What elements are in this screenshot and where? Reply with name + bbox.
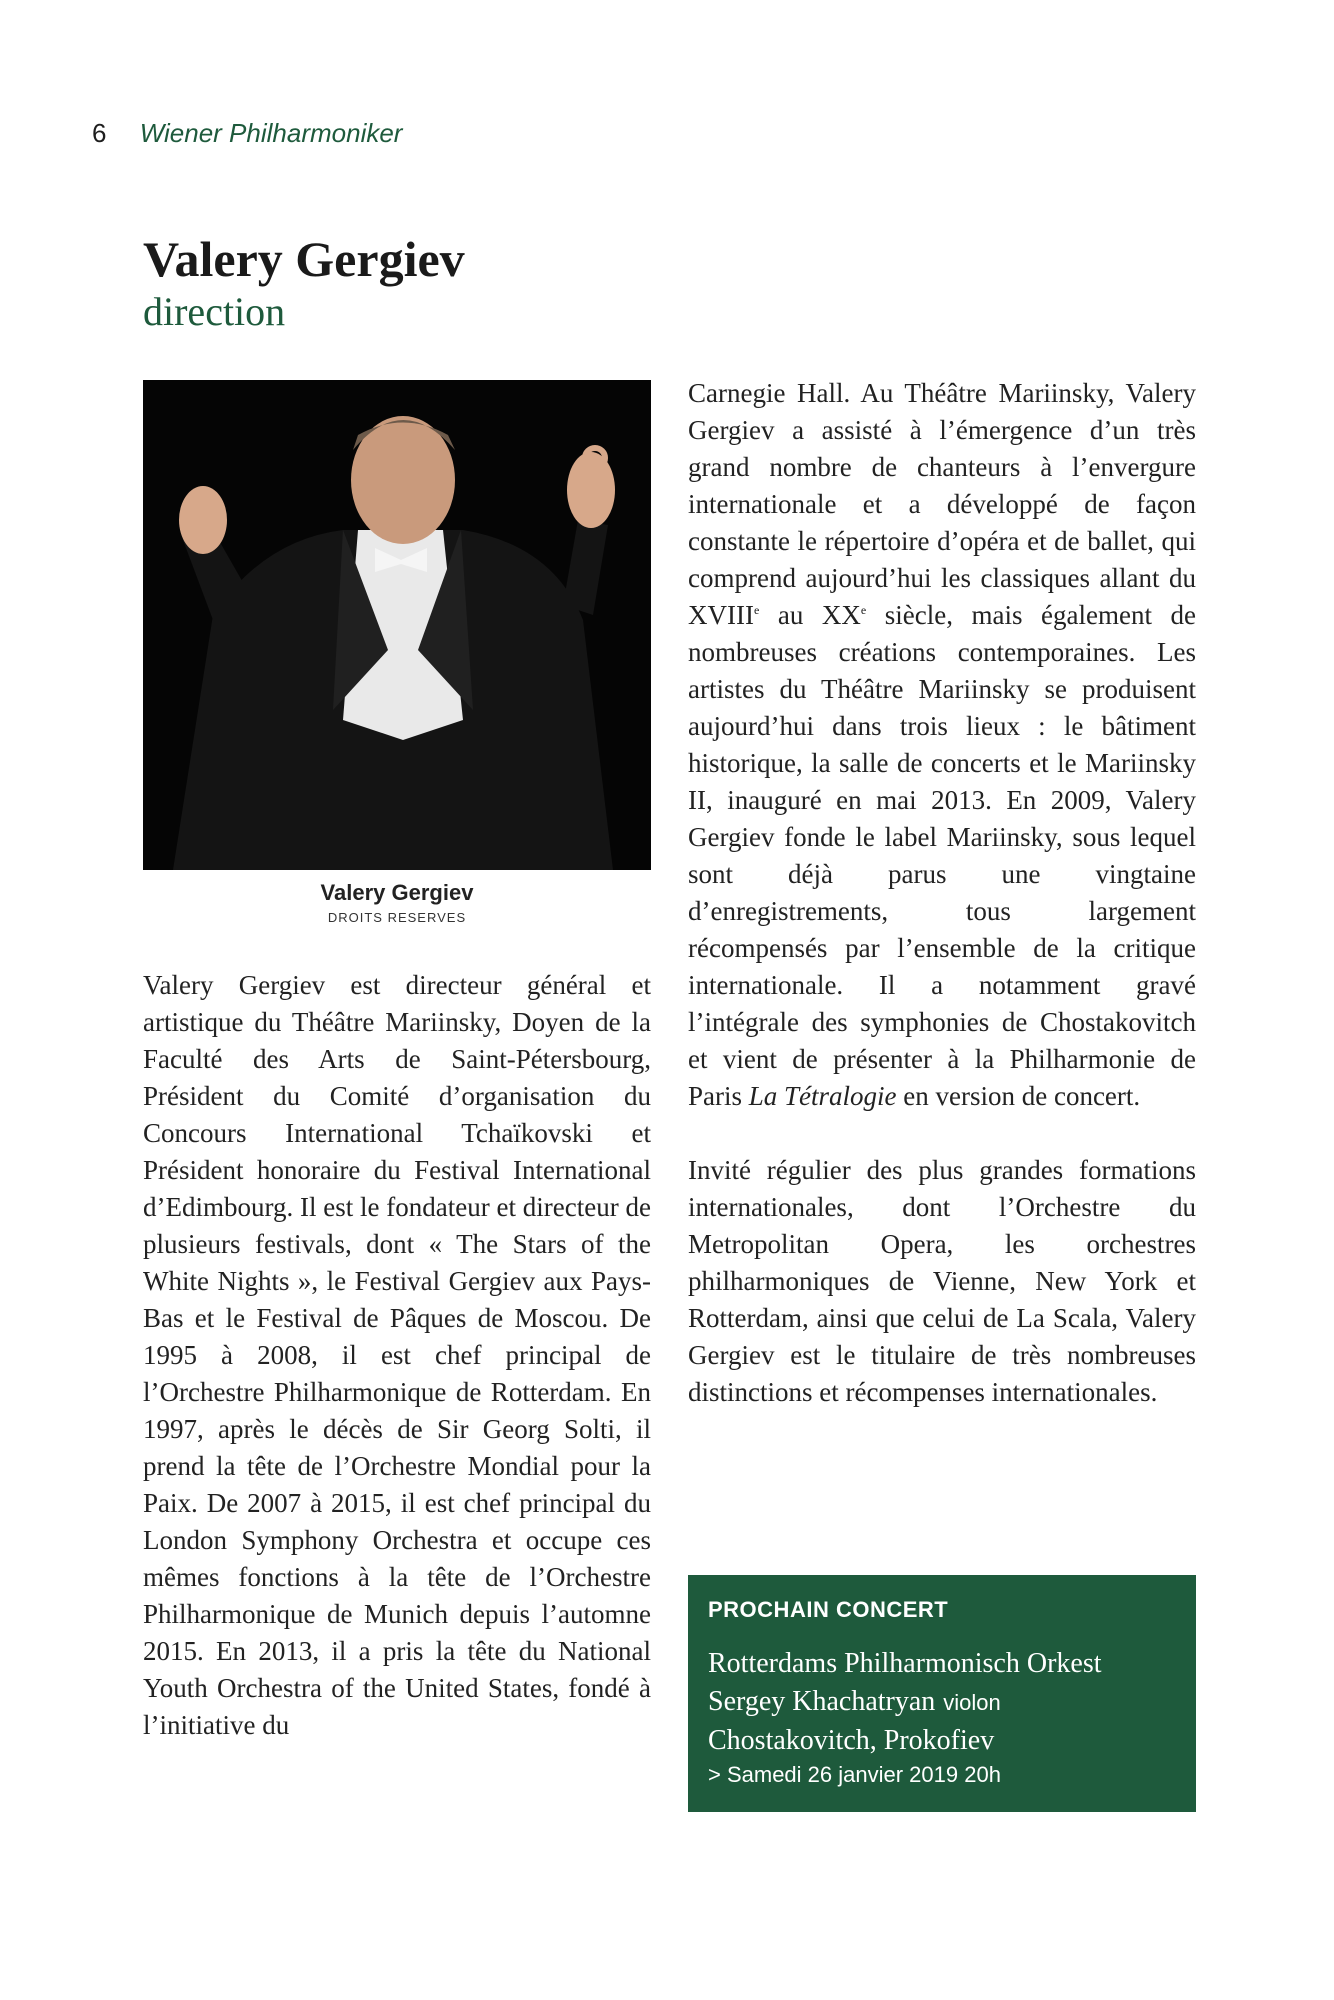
- next-concert-program: Chostakovitch, Prokofiev: [708, 1725, 995, 1756]
- page-number: 6: [92, 118, 107, 148]
- paragraph-text: en version de concert.: [896, 1081, 1141, 1111]
- biography-paragraph-2: [688, 375, 1196, 1115]
- superscript: e: [753, 603, 760, 617]
- next-concert-soloist-line: [708, 1683, 1176, 1722]
- paragraph-text: Carnegie Hall. Au Théâtre Mariinsky, Valery Gergiev a assisté à l’émergence d’un très grand nombre de chanteurs à l’envergure internationale et a développé de façon constante le répertoire d’opéra et de ballet, qui comprend aujourd’hui les classiques allant du XVIII: [688, 378, 1196, 630]
- paragraph-text: siècle, mais également de nombreuses créations contemporaines. Les artistes du Théâtre Mariinsky se produisent aujourd’hui dans trois lieux : le bâtiment historique, la salle de concerts et le Mariinsky II, inauguré en mai 2013. En 2009, Valery Gergiev fonde le label Mariinsky, sous lequel sont déjà parus une vingtaine d’enregistrements, tous largement récompensés par l’ensemble de la critique internationale. Il a notamment gravé l’intégrale des symphonies de Chostakovitch et vient de présenter à la Philharmonie de Paris: [688, 600, 1196, 1111]
- next-concert-date: > Samedi 26 janvier 2019 20h: [708, 1762, 1001, 1787]
- article-subtitle: direction: [143, 289, 286, 334]
- next-concert-heading: PROCHAIN CONCERT: [708, 1597, 949, 1622]
- caption-credit: DROITS RESERVES: [327, 910, 467, 925]
- paragraph-text: au XX: [759, 600, 861, 630]
- body-column-right: [688, 375, 1196, 1411]
- next-concert-soloist-role: violon: [943, 1690, 1001, 1715]
- work-title: La Tétralogie: [748, 1081, 897, 1111]
- body-column-left: [143, 967, 651, 1744]
- journal-title: Wiener Philharmoniker: [139, 118, 403, 148]
- biography-paragraph-1: Valery Gergiev est directeur général et artistique du Théâtre Mariinsky, Doyen de la Faculté des Arts de Saint-Pétersbourg, Président du Comité d’organisation du Concours International Tchaïkovski et Président honoraire du Festival International d’Edimbourg. Il est le fondateur et directeur de plusieurs festivals, dont « The Stars of the White Nights », le Festival Gergiev aux Pays-Bas et le Festival de Pâques de Moscou. De 1995 à 2008, il est chef principal de l’Orchestre Philharmonique de Rotterdam. En 1997, après le décès de Sir Georg Solti, il prend la tête de l’Orchestre Mondial pour la Paix. De 2007 à 2015, il est chef principal du London Symphony Orchestra et occupe ces mêmes fonctions à la tête de l’Orchestre Philharmonique de Munich depuis l’automne 2015. En 2013, il a pris la tête du National Youth Orchestra of the United States, fondé à l’initiative du: [143, 970, 651, 1740]
- conductor-illustration: [143, 380, 651, 870]
- running-head: [92, 118, 402, 149]
- photo-caption: [143, 880, 651, 925]
- next-concert-soloist: Sergey Khachatryan: [708, 1686, 936, 1717]
- next-concert-box: [688, 1575, 1196, 1812]
- caption-name: Valery Gergiev: [320, 880, 474, 905]
- conductor-photo: [143, 380, 651, 870]
- next-concert-orchestra: Rotterdams Philharmonisch Orkest: [708, 1648, 1102, 1679]
- biography-paragraph-3: Invité régulier des plus grandes formations internationales, dont l’Orchestre du Metropolitan Opera, les orchestres philharmoniques de Vienne, New York et Rotterdam, ainsi que celui de La Scala, Valery Gergiev est le titulaire de très nombreuses distinctions et récompenses internationales.: [688, 1155, 1196, 1407]
- superscript: e: [860, 603, 867, 617]
- article-title: Valery Gergiev: [143, 231, 465, 287]
